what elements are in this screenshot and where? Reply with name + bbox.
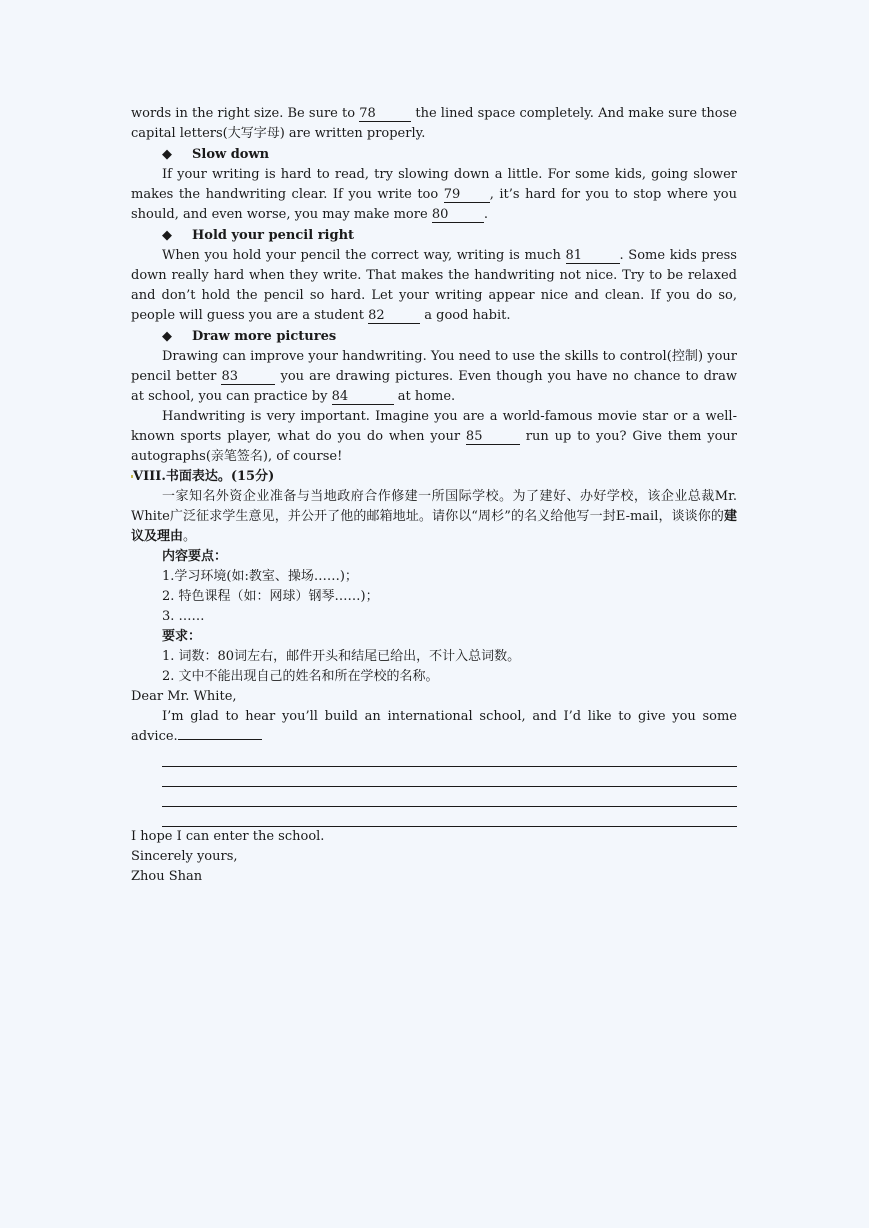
text: If your writing is hard to read, try slowing down a little. For some kids, going slower makes the handwriting clear. If you write too xyxy=(131,167,737,202)
writing-section-title xyxy=(131,467,737,487)
writing-instructions xyxy=(131,487,737,547)
heading-text: Slow down xyxy=(192,147,270,162)
letter-opening xyxy=(131,707,737,747)
blank-85: 85 xyxy=(466,430,520,445)
writing-line[interactable] xyxy=(162,807,737,827)
letter-greeting: Dear Mr. White, xyxy=(131,689,237,704)
text: . xyxy=(483,207,488,222)
letter-closing: I hope I can enter the school. xyxy=(131,829,325,844)
emphasis-text: 建议及理由 xyxy=(131,509,737,544)
text: at home. xyxy=(393,389,456,404)
text: , it’s hard for you to stop where you should, and even worse, you may make more xyxy=(131,187,737,222)
diamond-bullet-icon: ◆ xyxy=(162,228,172,243)
document-page xyxy=(131,104,737,887)
section-title-text: VIII.书面表达。(15分) xyxy=(133,469,275,484)
passage-paragraph xyxy=(131,246,737,326)
text: When you hold your pencil the correct way, writing is much xyxy=(162,248,566,263)
passage-paragraph xyxy=(131,104,737,144)
blank-82: 82 xyxy=(368,309,420,324)
writing-line[interactable] xyxy=(162,787,737,807)
text: . Some kids press down really hard when they write. That makes the handwriting not nice. Try to be relaxed and don’t hold the pencil so hard. Let your writing appear nice and clean. If you do so, people will guess you are a student xyxy=(131,248,737,323)
heading-text: Draw more pictures xyxy=(192,329,337,344)
diamond-bullet-icon: ◆ xyxy=(162,147,172,162)
text: a good habit. xyxy=(420,308,511,323)
text: Drawing can improve your handwriting. You need to use the skills to control(控制) your pencil better xyxy=(131,349,737,384)
text: words in the right size. Be sure to xyxy=(131,106,360,121)
point-item: 2. 特色课程（如：网球）钢琴……)； xyxy=(162,589,379,604)
blank-81: 81 xyxy=(566,249,620,264)
blank-78: 78 xyxy=(359,107,411,122)
section-heading xyxy=(131,326,737,347)
heading-text: Hold your pencil right xyxy=(192,228,355,243)
requirement-item: 2. 文中不能出现自己的姓名和所在学校的名称。 xyxy=(162,669,439,684)
text: the lined space completely. And make sure those capital letters(大写字母) are written properly. xyxy=(131,106,737,141)
blank-84: 84 xyxy=(332,390,394,405)
passage-paragraph xyxy=(131,165,737,225)
blank-79: 79 xyxy=(444,188,490,203)
writing-line[interactable] xyxy=(178,727,262,740)
text: I’m glad to hear you’ll build an international school, and I’d like to give you some advice. xyxy=(131,709,737,744)
text: 一家知名外资企业准备与当地政府合作修建一所国际学校。为了建好、办好学校，该企业总裁Mr. White广泛征求学生意见，并公开了他的邮箱地址。请你以“周杉”的名义给他写一封E-mail，谈谈你的 xyxy=(131,489,737,524)
point-item: 3. …… xyxy=(162,609,205,624)
requirements-title: 要求： xyxy=(162,629,202,644)
passage-paragraph xyxy=(131,347,737,407)
letter-signoff: Sincerely yours, xyxy=(131,849,238,864)
text: 。 xyxy=(183,529,197,544)
text: Handwriting is very important. Imagine you are a world-famous movie star or a well-known sports player, what do you do when your xyxy=(131,409,737,444)
requirement-item: 1. 词数：80词左右，邮件开头和结尾已给出，不计入总词数。 xyxy=(162,649,521,664)
blank-83: 83 xyxy=(221,370,275,385)
text: run up to you? Give them your autographs(亲笔签名), of course! xyxy=(131,429,737,464)
writing-line[interactable] xyxy=(162,767,737,787)
blank-80: 80 xyxy=(432,208,484,223)
letter-signature: Zhou Shan xyxy=(131,869,203,884)
passage-paragraph xyxy=(131,407,737,467)
diamond-bullet-icon: ◆ xyxy=(162,329,172,344)
text: you are drawing pictures. Even though you have no chance to draw at school, you can practice by xyxy=(131,369,738,404)
points-title: 内容要点： xyxy=(162,549,228,564)
writing-line[interactable] xyxy=(162,747,737,767)
point-item: 1.学习环境(如:教室、操场……)； xyxy=(162,569,358,584)
section-heading xyxy=(131,144,737,165)
section-heading xyxy=(131,225,737,246)
